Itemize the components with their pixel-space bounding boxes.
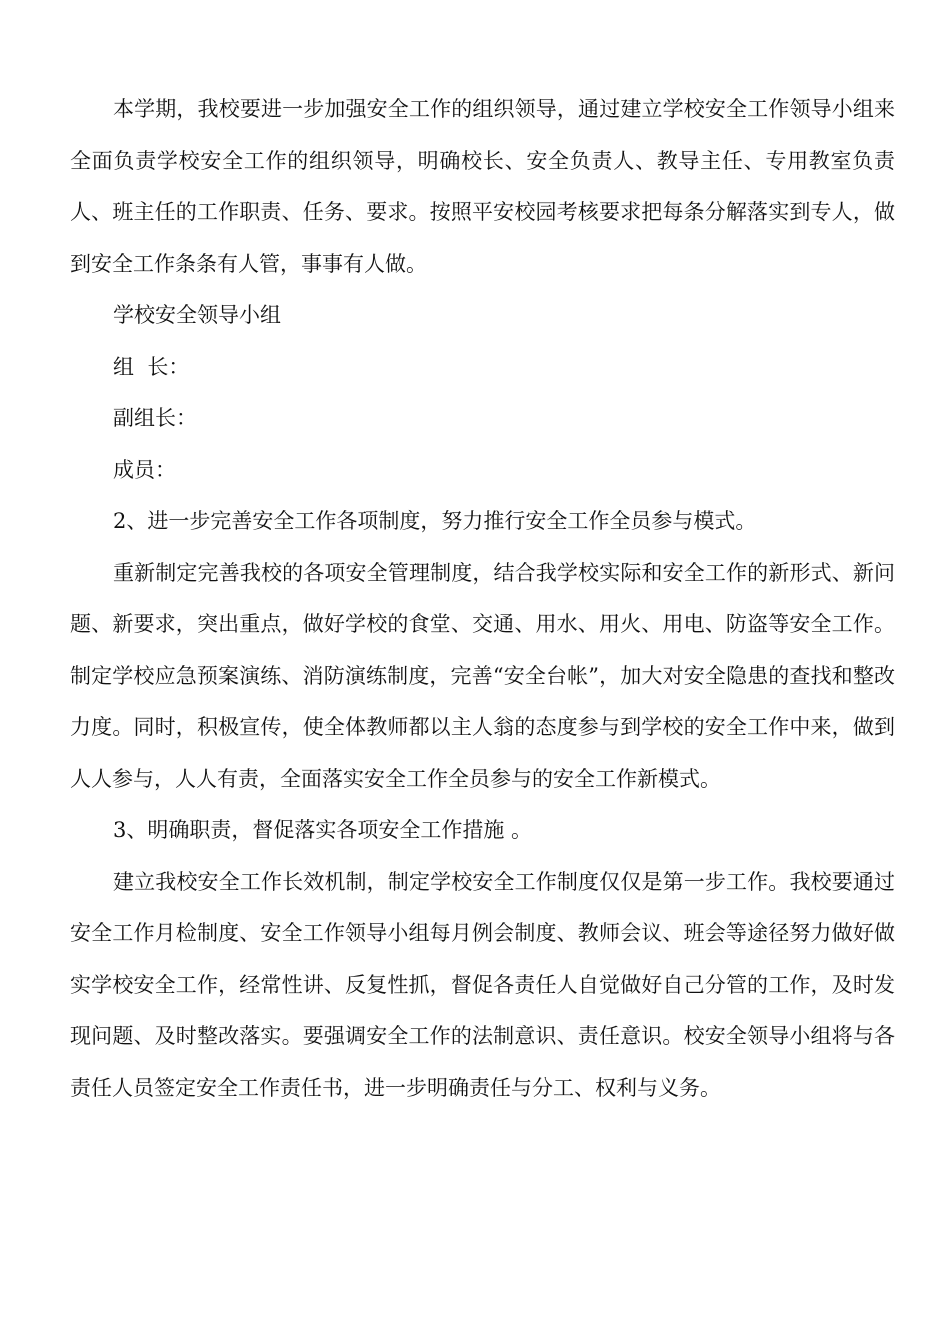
leadership-group-heading: 学校安全领导小组 [113, 303, 281, 327]
document-page [70, 84, 895, 1114]
intro-paragraph: 本学期，我校要进一步加强安全工作的组织领导，通过建立学校安全工作领导小组来全面负责学校安全工作的组织领导，明确校长、安全负责人、教导主任、专用教室负责人、班主任的工作职责、任务、要求。按照平安校园考核要求把每条分解落实到专人，做到安全工作条条有人管，事事有人做。 [70, 97, 895, 276]
deputy-leader-line: 副组长： [113, 406, 197, 430]
section-3-heading: 3、明确职责，督促落实各项安全工作措施 。 [113, 818, 533, 842]
section-2-heading: 2、进一步完善安全工作各项制度，努力推行安全工作全员参与模式。 [113, 509, 757, 533]
section-2-paragraph: 重新制定完善我校的各项安全管理制度，结合我学校实际和安全工作的新形式、新问题、新要求，突出重点，做好学校的食堂、交通、用水、用火、用电、防盗等安全工作。制定学校应急预案演练、消防演练制度，完善“安全台帐”，加大对安全隐患的查找和整改力度。同时，积极宣传，使全体教师都以主人翁的态度参与到学校的安全工作中来，做到人人参与，人人有责，全面落实安全工作全员参与的安全工作新模式。 [70, 560, 895, 791]
group-leader-line: 组 长： [113, 354, 190, 379]
members-line: 成员： [113, 457, 176, 482]
section-3-paragraph: 建立我校安全工作长效机制，制定学校安全工作制度仅仅是第一步工作。我校要通过安全工作月检制度、安全工作领导小组每月例会制度、教师会议、班会等途径努力做好做实学校安全工作，经常性讲、反复性抓，督促各责任人自觉做好自己分管的工作，及时发现问题、及时整改落实。要强调安全工作的法制意识、责任意识。校安全领导小组将与各责任人员签定安全工作责任书，进一步明确责任与分工、权利与义务。 [70, 869, 895, 1100]
